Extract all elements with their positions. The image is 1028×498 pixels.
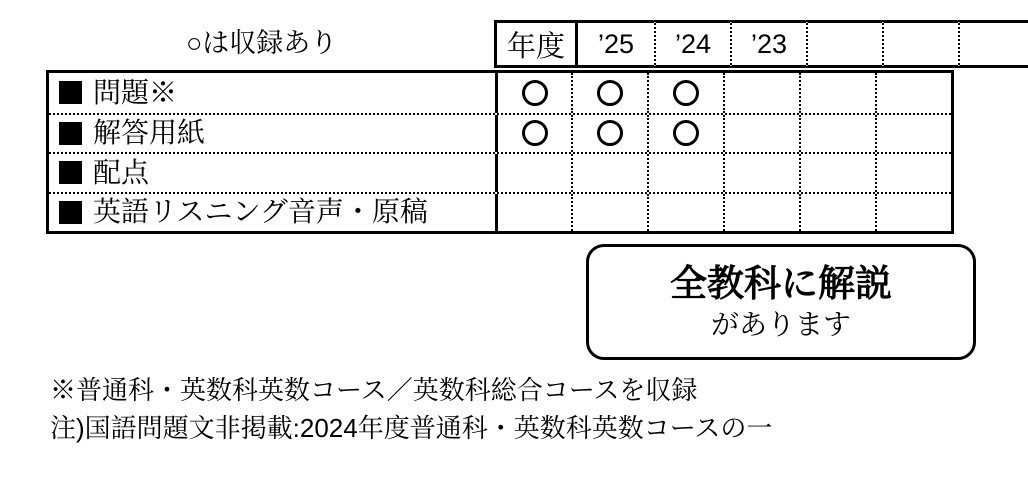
table-cell [571, 73, 647, 113]
year-cell [958, 20, 1028, 68]
row-label-text: 英語リスニング音声・原稿 [93, 196, 428, 228]
callout-sub-text: があります [710, 309, 851, 341]
table-cell [723, 154, 799, 192]
table-cell [799, 115, 875, 153]
table-cell [647, 194, 723, 232]
table-row [49, 152, 951, 192]
table-cell [571, 194, 647, 232]
table-cell [723, 73, 799, 113]
table-cell [495, 154, 571, 192]
row-label-text: 解答用紙 [93, 117, 206, 149]
table-cell [647, 115, 723, 153]
table-cell [799, 73, 875, 113]
table-row [49, 192, 951, 232]
circle-mark-icon [673, 80, 699, 106]
square-bullet-icon [59, 161, 82, 184]
year-cell: ’24 [654, 20, 730, 68]
year-cell [882, 20, 958, 68]
year-header-cells [578, 20, 1028, 68]
legend-text: ○は収録あり [186, 28, 338, 58]
row-cells [495, 154, 951, 192]
year-header-label: 年度 [494, 20, 578, 68]
footnotes [50, 372, 772, 447]
circle-mark-icon [597, 120, 623, 146]
table-row [49, 113, 951, 153]
year-cell [806, 20, 882, 68]
table-cell [875, 73, 951, 113]
year-cell: ’23 [730, 20, 806, 68]
footnote-line: 注)国語問題文非掲載:2024年度普通科・英数科英数コースの一 [50, 412, 773, 443]
table-cell [495, 115, 571, 153]
table-cell [571, 154, 647, 192]
table-cell [647, 73, 723, 113]
footnote-line: ※普通科・英数科英数コース／英数科総合コースを収録 [50, 375, 698, 405]
circle-mark-icon [522, 80, 548, 106]
year-cell: ’25 [578, 20, 654, 68]
contents-table [46, 70, 954, 234]
circle-mark-icon [597, 80, 623, 106]
table-cell [723, 115, 799, 153]
circle-mark-icon [673, 120, 699, 146]
table-cell [799, 154, 875, 192]
square-bullet-icon [59, 201, 82, 224]
table-cell [495, 194, 571, 232]
table-row [49, 73, 951, 113]
table-cell [875, 154, 951, 192]
row-label [49, 76, 495, 108]
circle-mark-icon [522, 120, 548, 146]
row-cells [495, 73, 951, 113]
row-label [49, 198, 495, 226]
table-cell [875, 115, 951, 153]
table-cell [647, 154, 723, 192]
row-label-text: 問題※ [93, 76, 178, 108]
table-cell [495, 73, 571, 113]
square-bullet-icon [59, 122, 82, 145]
row-cells [495, 115, 951, 153]
row-cells [495, 194, 951, 232]
row-label [49, 156, 495, 188]
callout-main-text: 全教科に解説 [670, 262, 892, 304]
table-cell [799, 194, 875, 232]
commentary-callout [586, 244, 976, 360]
square-bullet-icon [59, 81, 82, 104]
table-cell [723, 194, 799, 232]
table-cell [571, 115, 647, 153]
table-cell [875, 194, 951, 232]
row-label [49, 119, 495, 147]
row-label-text: 配点 [93, 156, 150, 188]
